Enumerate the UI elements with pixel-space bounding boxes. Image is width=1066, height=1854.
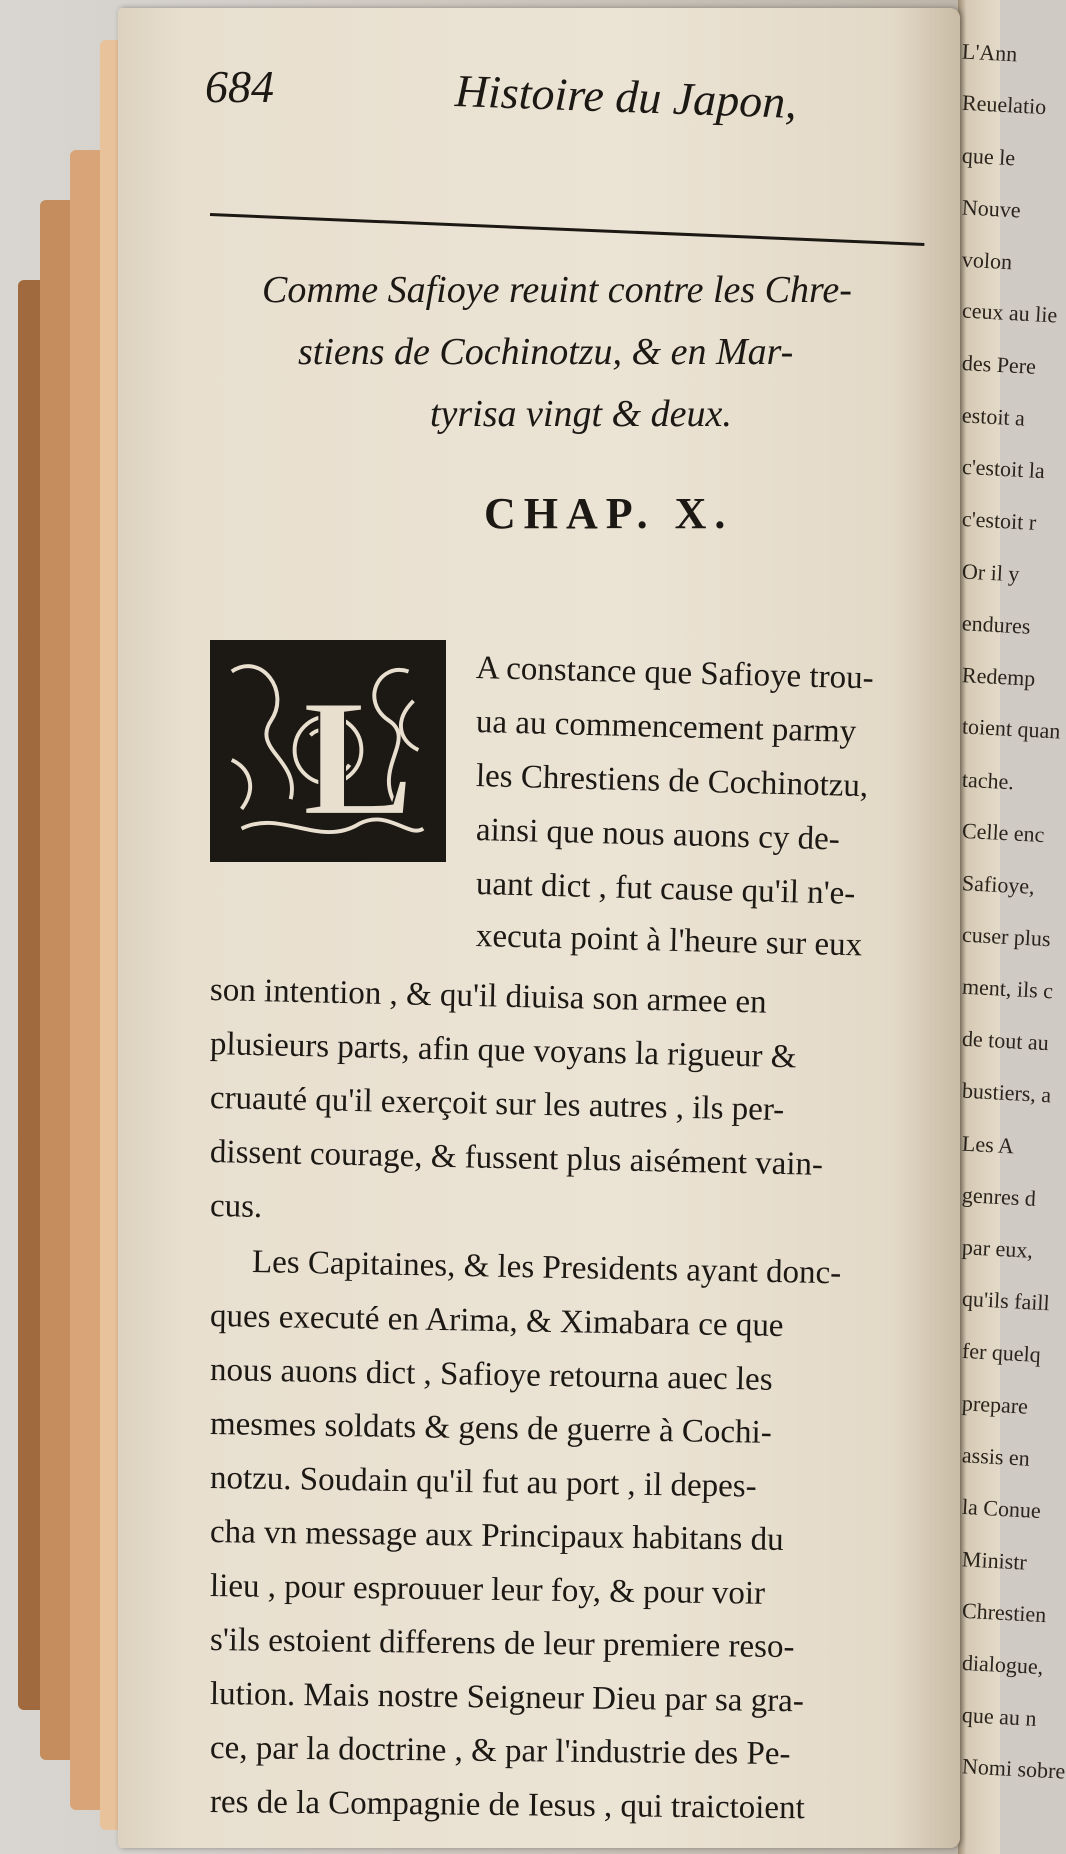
facing-page-fragment: assis en [961,1442,1031,1471]
chapter-heading: CHAP. X. [484,489,734,538]
body-line: res de la Compagnie de Iesus , qui traictoient [209,1784,805,1827]
body-line: ainsi que nous auons cy de- [475,812,841,858]
body-line: lieu , pour esprouuer leur foy, & pour voir [209,1568,766,1612]
facing-page-fragment: c'estoit la [961,453,1046,484]
drop-cap-letter: L [302,665,414,851]
facing-page-fragment: Chrestien [961,1597,1047,1628]
chapter-title-line: tyrisa vingt & deux. [430,393,732,435]
facing-page-fragment: Les A [961,1130,1015,1159]
facing-page-fragment: estoit a [961,402,1026,431]
body-line: cha vn message aux Principaux habitans du [209,1514,784,1559]
body-line: son intention , & qu'il diuisa son armee en [209,972,768,1021]
facing-page-fragment: Redemp [961,662,1036,691]
facing-page-fragment: fer quelq [961,1337,1042,1368]
facing-page-fragment: genres d [961,1182,1037,1211]
running-head: Histoire du Japon, [454,65,798,128]
body-line: ua au commencement parmy [475,704,857,750]
facing-page-fragment: Nouve [961,194,1022,223]
facing-page-fragment: que le [961,142,1016,171]
chapter-title-line: Comme Safioye reuint contre les Chre- [262,269,852,311]
facing-page-fragment: ceux au lie [961,297,1058,328]
chapter-title-line: stiens de Cochinotzu, & en Mar- [298,331,794,373]
body-line: plusieurs parts, afin que voyans la rigueur & [209,1026,797,1076]
ornament-icon [212,642,444,860]
facing-page-fragment: c'estoit r [961,506,1037,535]
facing-page-fragment: L'Ann [961,38,1018,67]
facing-page-fragment: toient quan [961,713,1061,744]
body-line: uant dict , fut cause qu'il n'e- [475,866,856,912]
body-line: notzu. Soudain qu'il fut au port , il depes- [209,1460,757,1505]
facing-page-fragment: cuser plus [961,921,1052,952]
page-number: 684 [205,61,274,112]
body-line: cus. [209,1188,263,1225]
facing-page-fragment: Ministr [961,1546,1028,1575]
facing-page-fragment: Safioye, [961,870,1036,899]
facing-page-fragment: des Pere [961,350,1037,379]
facing-page-fragment: par eux, [961,1234,1034,1263]
facing-page-fragment: volon [961,246,1013,275]
body-line: Les Capitaines, & les Presidents ayant donc- [251,1244,842,1292]
facing-page-fragment: Nomi sobre [961,1753,1066,1784]
facing-page-fragment: que au n [961,1702,1038,1731]
facing-page-fragment: la Conue [961,1493,1042,1524]
body-line: s'ils estoient differens de leur premiere reso- [209,1622,795,1666]
facing-page-fragment: endures [961,610,1032,639]
facing-page-fragment: ment, ils c [961,973,1054,1004]
body-line: xecuta point à l'heure sur eux [475,918,863,964]
facing-page-fragment: Reuelatio [961,89,1047,120]
body-line: cruauté qu'il exerçoit sur les autres , ils per- [209,1080,785,1129]
facing-page-fragment: qu'ils faill [961,1285,1051,1316]
body-line: ques executé en Arima, & Ximabara ce que [209,1298,784,1345]
facing-page-fragment: prepare [961,1390,1029,1419]
facing-page-fragment: Celle enc [961,817,1046,848]
body-line: nous auons dict , Safioye retourna auec les [209,1352,773,1398]
body-line: lution. Mais nostre Seigneur Dieu par sa gra- [209,1676,805,1720]
ornamental-drop-cap [210,640,446,862]
body-line: les Chrestiens de Cochinotzu, [475,758,869,805]
body-line: mesmes soldats & gens de guerre à Cochi- [209,1406,773,1451]
facing-page-fragment: tache. [961,766,1015,795]
facing-page [958,0,1066,1854]
body-line: ce, par la doctrine , & par l'industrie des Pe- [209,1730,791,1773]
facing-page-fragment: de tout au [961,1025,1050,1056]
facing-page-fragment: dialogue, [961,1649,1044,1680]
body-line: dissent courage, & fussent plus aisément vain- [209,1134,824,1183]
facing-page-fragment: bustiers, a [961,1077,1052,1108]
body-line: A constance que Safioye trou- [475,650,875,697]
facing-page-fragment: Or il y [961,558,1021,587]
